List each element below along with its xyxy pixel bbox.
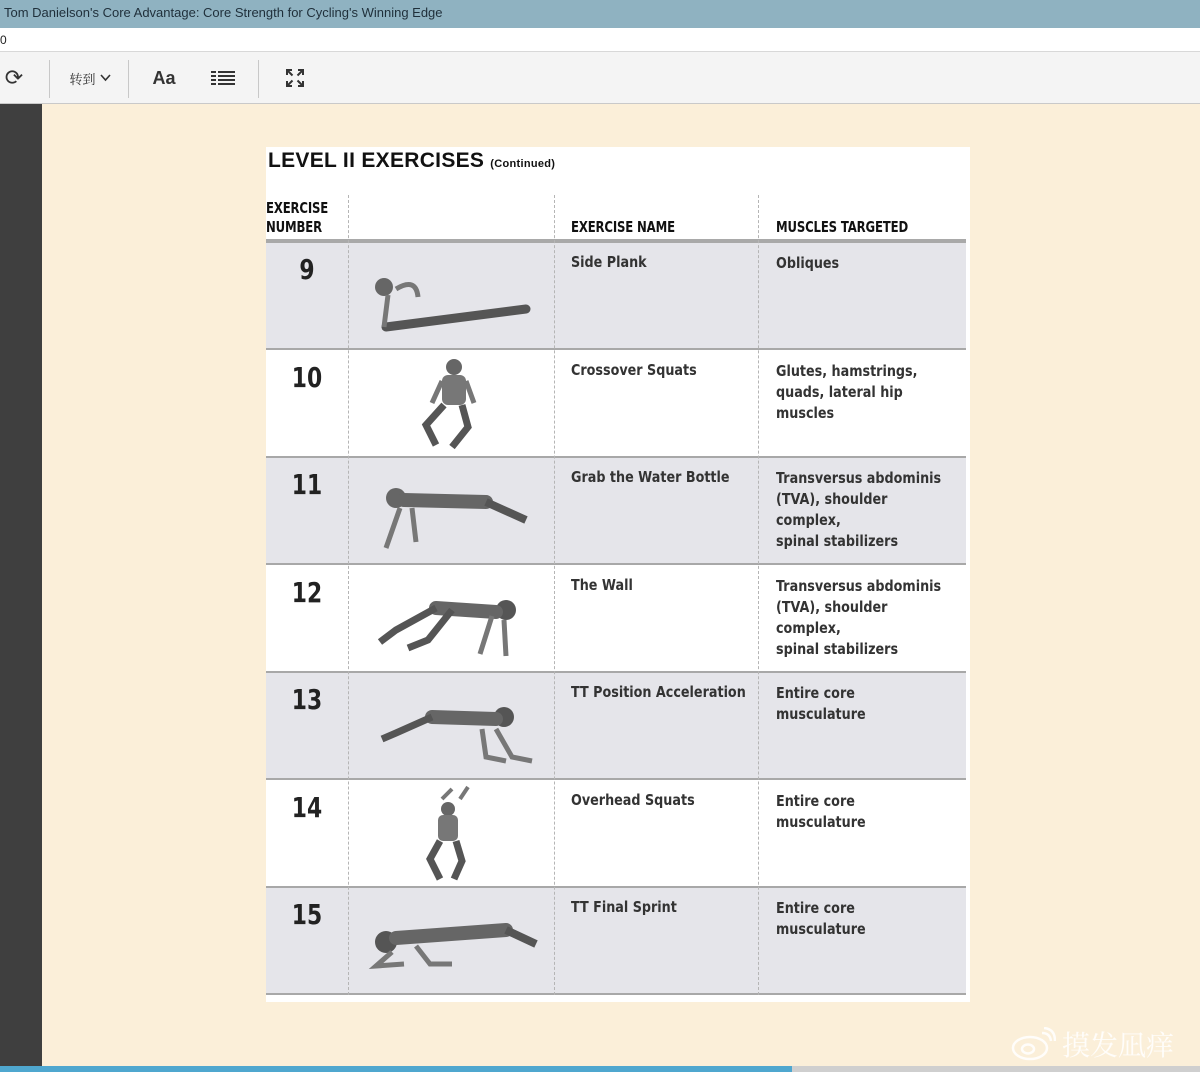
exercise-photo — [356, 462, 552, 560]
goto-label: 转到 — [69, 71, 96, 87]
exercise-number: 12 — [291, 575, 323, 609]
watermark — [1010, 1024, 1196, 1064]
column-header-name: EXERCISE NAME — [571, 218, 675, 236]
refresh-button[interactable] — [0, 52, 28, 104]
goto-dropdown[interactable] — [60, 52, 120, 104]
exercise-number: 15 — [291, 898, 323, 931]
muscles-targeted: Entire core musculature — [776, 899, 866, 938]
muscles-targeted: Entire core musculature — [776, 684, 866, 723]
column-header-number — [266, 199, 328, 237]
column-divider — [348, 195, 349, 995]
exercise-number: 13 — [291, 683, 323, 716]
reading-progress-track[interactable] — [0, 1066, 1200, 1072]
exercise-photo — [356, 570, 552, 668]
book-page — [266, 147, 970, 1002]
exercise-number: 10 — [291, 360, 323, 394]
exercise-name: Crossover Squats — [571, 360, 697, 379]
exercise-photo — [356, 785, 552, 883]
exercise-name: TT Final Sprint — [571, 898, 677, 916]
table-row — [266, 243, 966, 350]
muscles-targeted: Obliques — [776, 254, 840, 272]
table-of-contents-button[interactable] — [206, 52, 240, 104]
column-header-muscles: MUSCLES TARGETED — [776, 218, 909, 236]
fullscreen-button[interactable] — [278, 52, 312, 104]
exercise-number: 9 — [299, 253, 315, 286]
column-header-number-line1: EXERCISE — [266, 199, 329, 217]
exercise-photo — [356, 677, 552, 775]
exercise-name: Side Plank — [571, 253, 647, 271]
weibo-logo-icon — [1010, 1027, 1056, 1061]
refresh-icon: ⟳ — [4, 65, 24, 90]
muscles-targeted: Transversus abdominis (TVA), shoulder complex, spinal stabilizers — [776, 576, 942, 658]
exercise-number: 11 — [291, 468, 323, 501]
window-title: Tom Danielson's Core Advantage: Core Strength for Cycling's Winning Edge — [0, 0, 1200, 28]
exercise-photo — [356, 247, 552, 345]
heading-note: (Continued) — [490, 158, 556, 170]
address-bar[interactable]: 0 — [0, 28, 1200, 52]
reading-progress-fill — [0, 1066, 792, 1072]
muscles-targeted: Glutes, hamstrings, quads, lateral hip muscles — [776, 361, 918, 422]
toolbar-divider — [258, 60, 259, 98]
table-row — [266, 888, 966, 995]
muscles-targeted: Transversus abdominis (TVA), shoulder complex, spinal stabilizers — [776, 469, 942, 550]
watermark-text: 摸发凪痒 — [1062, 1029, 1175, 1062]
exercise-name: Grab the Water Bottle — [571, 468, 730, 486]
expand-icon — [285, 68, 305, 88]
heading-text: LEVEL II EXERCISES — [268, 149, 485, 172]
column-divider — [758, 195, 759, 995]
exercise-photo — [356, 355, 552, 453]
left-gutter — [0, 104, 42, 1072]
column-header-number-line2: NUMBER — [266, 218, 322, 236]
chevron-down-icon — [100, 74, 111, 82]
table-row — [266, 458, 966, 565]
reader-toolbar — [0, 52, 1200, 104]
table-row — [266, 673, 966, 780]
table-row — [266, 781, 966, 888]
exercise-photo — [356, 892, 552, 990]
table-row — [266, 566, 966, 673]
font-settings-button[interactable]: Aa — [152, 67, 176, 88]
list-icon — [211, 70, 235, 86]
muscles-targeted: Entire core musculature — [776, 791, 866, 831]
table-row — [266, 351, 966, 458]
column-divider — [554, 195, 555, 995]
exercise-name: Overhead Squats — [571, 790, 695, 809]
exercise-number: 14 — [291, 790, 323, 824]
header-rule — [266, 239, 966, 243]
exercise-name: The Wall — [571, 575, 633, 594]
toolbar-divider — [128, 60, 129, 98]
toolbar-divider — [49, 60, 50, 98]
exercise-name: TT Position Acceleration — [571, 683, 746, 701]
page-heading — [268, 149, 555, 173]
